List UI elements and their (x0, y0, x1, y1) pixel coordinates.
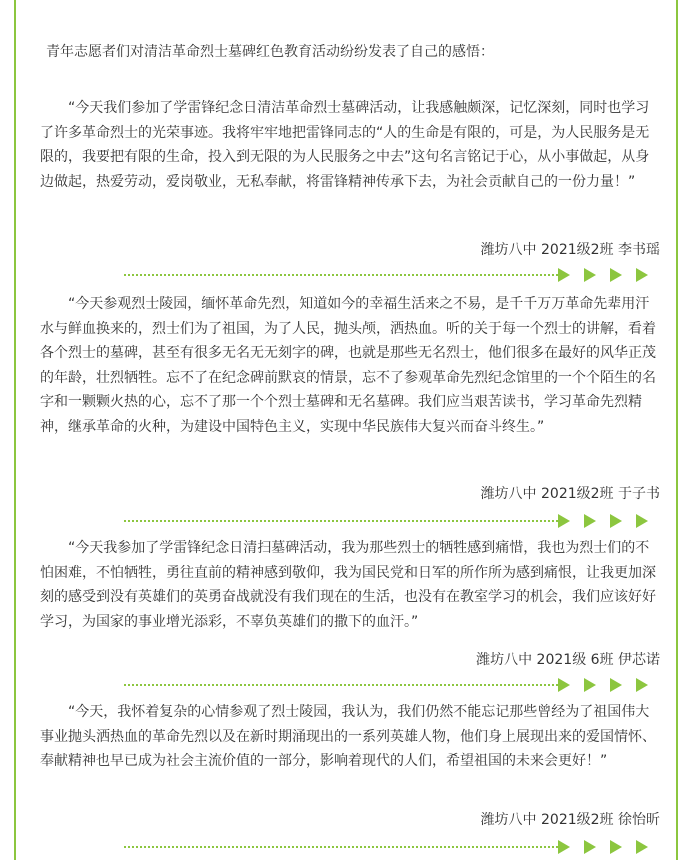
arrow-group (558, 678, 648, 692)
triangle-arrow-icon (584, 514, 596, 528)
triangle-arrow-icon (636, 268, 648, 282)
triangle-arrow-icon (584, 268, 596, 282)
dotted-line (124, 274, 558, 276)
arrow-group (558, 840, 648, 854)
arrow-group (558, 268, 648, 282)
intro-text: 青年志愿者们对清洁革命烈士墓碑红色教育活动纷纷发表了自己的感悟： (46, 44, 494, 60)
separator-1 (124, 266, 648, 284)
triangle-arrow-icon (558, 268, 570, 282)
signature-1: 潍坊八中 2021级2班 李书瑶 (480, 242, 660, 258)
separator-3 (124, 676, 648, 694)
quote-4: “今天，我怀着复杂的心情参观了烈士陵园，我认为，我们仍然不能忘记那些曾经为了祖国伟大事业抛头洒热血的革命先烈以及在新时期涌现出的一系列英雄人物，他们身上展现出来的爱国情怀、奉献精神也早已成为社会主流价值的一部分，影响着现代的人们，希望祖国的未来会更好！” (40, 704, 656, 769)
triangle-arrow-icon (610, 268, 622, 282)
dotted-line (124, 520, 558, 522)
separator-2 (124, 512, 648, 530)
triangle-arrow-icon (636, 840, 648, 854)
signature-4: 潍坊八中 2021级2班 徐怡昕 (480, 812, 660, 828)
triangle-arrow-icon (584, 840, 596, 854)
quote-1: “今天我们参加了学雷锋纪念日清洁革命烈士墓碑活动，让我感触颇深，记忆深刻，同时也学习了许多革命烈士的光荣事迹。我将牢牢地把雷锋同志的“人的生命是有限的，可是，为人民服务是无限的，我要把有限的生命，投入到无限的为人民服务之中去”这句名言铭记于心，从小事做起，从身边做起，热爱劳动，爱岗敬业，无私奉献，将雷锋精神传承下去，为社会贡献自己的一份力量！” (40, 100, 650, 190)
triangle-arrow-icon (558, 678, 570, 692)
signature-2: 潍坊八中 2021级2班 于子书 (480, 486, 660, 502)
quote-2: “今天参观烈士陵园，缅怀革命先烈，知道如今的幸福生活来之不易，是千千万万革命先辈用汗水与鲜血换来的，烈士们为了祖国，为了人民，抛头颅，洒热血。听的关于每一个烈士的讲解，看着各个烈士的墓碑，甚至有很多无名无无刻字的碑，也就是那些无名烈士，他们很多在最好的风华正茂的年龄，壮烈牺牲。忘不了在纪念碑前默哀的情景，忘不了参观革命先烈纪念馆里的一个个陌生的名字和一颗颗火热的心，忘不了那一个个烈士墓碑和无名墓碑。我们应当艰苦读书，学习革命先烈精神，继承革命的火种，为建设中国特色主义，实现中华民族伟大复兴而奋斗终生。” (40, 296, 656, 435)
triangle-arrow-icon (584, 678, 596, 692)
dotted-line (124, 846, 558, 848)
triangle-arrow-icon (636, 678, 648, 692)
triangle-arrow-icon (558, 514, 570, 528)
triangle-arrow-icon (558, 840, 570, 854)
triangle-arrow-icon (610, 840, 622, 854)
signature-3: 潍坊八中 2021级 6班 伊芯诺 (476, 652, 660, 668)
triangle-arrow-icon (610, 514, 622, 528)
triangle-arrow-icon (636, 514, 648, 528)
separator-4 (124, 838, 648, 856)
triangle-arrow-icon (610, 678, 622, 692)
dotted-line (124, 684, 558, 686)
arrow-group (558, 514, 648, 528)
quote-3: “今天我参加了学雷锋纪念日清扫墓碑活动，我为那些烈士的牺牲感到痛惜，我也为烈士们的不怕困难，不怕牺牲，勇往直前的精神感到敬仰，我为国民党和日军的所作所为感到痛恨，让我更加深刻的感受到没有英雄们的英勇奋战就没有我们现在的生活，也没有在教室学习的机会，我们应该好好学习，为国家的事业增光添彩，不辜负英雄们的撒下的血汗。” (40, 540, 656, 630)
